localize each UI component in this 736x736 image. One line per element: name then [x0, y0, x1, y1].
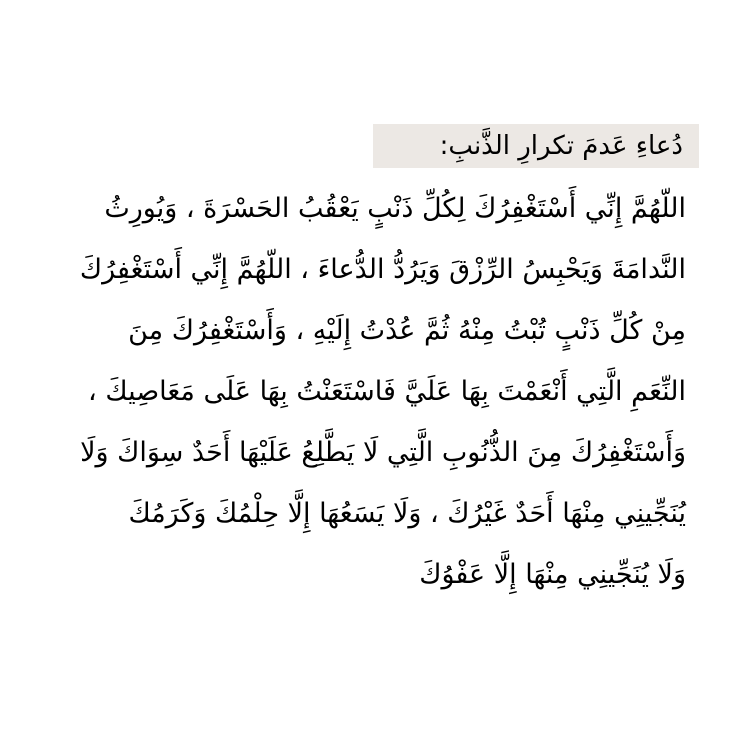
dua-line: وَلَا يُنَجِّينِي مِنْهَا إِلَّا عَفْوُكَ [419, 559, 686, 590]
dua-line: يُنَجِّينِي مِنْهَا أَحَدٌ غَيْرُكَ ، وَلَا يَسَعُهَا إِلَّا حِلْمُكَ وَكَرَمُكَ [128, 498, 686, 529]
dua-line: النِّعَمِ الَّتِي أَنْعَمْتَ بِهَا عَلَيَّ فَاسْتَعَنْتُ بِهَا عَلَى مَعَاصِيكَ ، [88, 376, 686, 407]
dua-title: دُعاءِ عَدمَ تكرارِ الذَّنبِ: [439, 131, 683, 161]
dua-line: اللّهُمَّ إِنِّي أَسْتَغْفِرُكَ لِكُلِّ ذَنْبٍ يَعْقُبُ الحَسْرَةَ ، وَيُورِثُ [104, 193, 686, 224]
dua-line: مِنْ كُلِّ ذَنْبٍ تُبْتُ مِنْهُ ثُمَّ عُدْتُ إِلَيْهِ ، وَأَسْتَغْفِرُكَ مِنَ [128, 315, 686, 346]
title-banner [373, 124, 699, 168]
dua-line: وَأَسْتَغْفِرُكَ مِنَ الذُّنُوبِ الَّتِي لَا يَطَّلِعُ عَلَيْهَا أَحَدٌ سِوَاكَ وَلَا [80, 437, 686, 468]
dua-text-block [46, 178, 686, 605]
dua-line: النَّدامَةَ وَيَحْبِسُ الرِّزْقَ وَيَرُدُّ الدُّعاءَ ، اللّهُمَّ إِنِّي أَسْتَغْفِرُكَ [79, 254, 686, 285]
